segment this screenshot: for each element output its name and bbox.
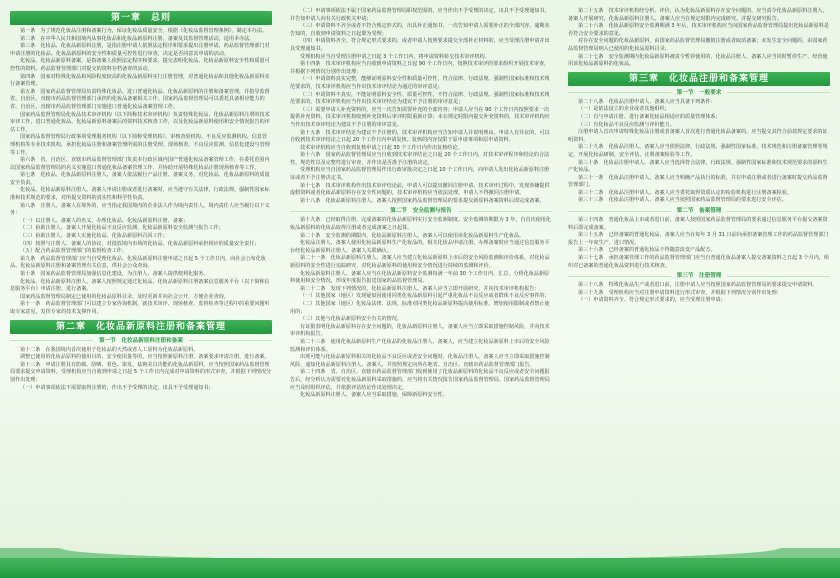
column-right-body-c: [568, 217, 830, 270]
paragraph: 化妆品新原料注册人、备案人应当采取措施，保障新原料安全性。: [300, 392, 448, 399]
chapter-3-section-1-title: 第一节 一般要求: [676, 89, 722, 96]
paragraph: 第八条 注册人、备案人在境外的，应当指定我国境内的企业法人作为境内责任人。境内责任人应当履行以下义务：: [10, 202, 270, 217]
paragraph: 第三十条 化妆品注册申请人、备案人应当选择符合法律、行政法规、强制性国家标准和技术规范要求的原料生产化妆品。: [568, 159, 828, 174]
paragraph: 第二十七条 安全监测期内化妆品新原料被责令暂停使用的，化妆品注册人、备案人应当同时暂停生产、经营使用该化妆品新原料的化妆品。: [568, 53, 828, 68]
paragraph: 第十八条 化妆品新原料注册人、备案人按照国家药品监督管理局的要求提交新原料备案资料后即完成备案。: [300, 197, 545, 204]
column-middle-body-b: [290, 217, 552, 399]
divider: [568, 211, 671, 212]
paragraph: 第三十一条 化妆品注册申请人、备案人应当明确产品执行的标准，并在申请注册或者进行备案时提交药品监督管理部门。: [568, 174, 828, 189]
paragraph: 第十五条 技术审评结论为建议不予注册的，技术审评机构应当告知申请人并说明理由。申请人有异议的，可以自收到技术审评结论之日起 20 个工作日内申请复核。复核的内容仅限于原申请事项和原申请资料。: [290, 129, 550, 144]
divider: [568, 276, 671, 277]
bottom-decoration-band: [0, 558, 840, 578]
chapter-2-section-2-title: 第二节 安全监测与报告: [390, 208, 452, 215]
paragraph: 第二十八条 化妆品注册申请人、备案人应当具备下列条件：: [578, 98, 716, 105]
paragraph: 第三十七条 承担备案管理工作的药品监督管理部门应当自普通化妆品备案人提交备案资料之日起 3 个月内，组织对已备案的普通化妆品资料进行技术核查。: [568, 255, 829, 269]
chapter-3-title: 第三章 化妆品注册和备案管理: [568, 72, 830, 86]
paragraph: 第六条 省、自治区、直辖市药品监督管理部门负责本行政区域内国产普通化妆品备案管理工作，在委托范围内以国家药品监督管理局的名义实施进口普通化妆品备案管理工作，并协助开展特殊化妆品注册现场核查等工作。: [10, 157, 270, 171]
paragraph: 受理机构应当自国家药品监督管理局作出行政审批决定之日起 10 个工作日内，向申请人发出化妆品新原料注册证或者不予注册决定书。: [290, 167, 550, 182]
paragraph: 第三十四条 普通化妆品上市或者进口前，备案人按照国家药品监督管理局的要求通过信息服务平台提交备案资料后即完成备案。: [568, 217, 828, 231]
paragraph: 第九条 药品监督管理部门应当自受理化妆品、化妆品新原料注册申请之日起 5 个工作日内，向社会公布化妆品、化妆品新原料注册和备案管理有关信息，供社会公众查询。: [10, 255, 266, 270]
paragraph: 第二十六条 化妆品新原料安全监测期满 3 年后，技术审评机构应当向国家药品监督管理局提出化妆品新原料是否符合安全要求的意见。: [568, 23, 829, 37]
paragraph: 第三十三条 化妆品注册申请人、备案人应当按照国家药品监督管理局的要求进行安全评估。: [578, 197, 787, 204]
section-heading-row: [568, 272, 830, 280]
chapter-2-body: [10, 347, 272, 393]
paragraph: （一）以注册人、备案人的名义，办理化妆品、化妆品新原料注册、备案；: [20, 217, 189, 224]
divider: [290, 211, 384, 212]
paragraph: （一）其他国家（地区）发现疑似因使用同类化妆品新原料引起严重化妆品不良反应或者群体不良反应事件的；: [300, 293, 550, 300]
divider: [458, 211, 552, 212]
column-right-body-b: [568, 99, 830, 205]
paragraph: 技术审评机构应当自收到复核申请之日起 30 个工作日内作出复核结论。: [300, 144, 463, 151]
column-right: [568, 8, 830, 305]
paragraph: （五）配合药品监督管理部门的监督检查工作。: [20, 248, 127, 255]
paragraph: （二）协助注册人、备案人开展化妆品不良反应监测、化妆品新原料安全监测与报告工作；: [20, 225, 224, 232]
paragraph: 化妆品、化妆品新原料注册人、备案人申请注册或者进行备案时，应当遵守有关法律、行政法规、强制性国家标准和技术规范的要求，对所提交资料的真实性和科学性负责。: [10, 187, 270, 202]
chapter-1-title: 第一章 总则: [10, 11, 272, 25]
paragraph: （四）按照与注册人、备案人的协议，对投放境内市场的化妆品、化妆品新原料承担相应的质量安全责任；: [20, 240, 260, 247]
paragraph: （二）其他国家（地区）化妆品法律、法规、标准对同类化妆品新原料提高使用标准、增加使用限制或者禁止使用的；: [290, 300, 550, 315]
paragraph: （二）申请事项依法不属于国家药品监督管理局职权范围的，应当作出不予受理的决定，出具不予受理通知书，并告知申请人向有关行政机关申请；: [290, 8, 550, 22]
paragraph: 第二十四条 省、自治区、直辖市药品监督管理部门收到使用了化妆品新原料的化妆品不良反应或者安全问题报告后，经分析认为需要对化妆品新原料采取措施的，应当将有关情况报告国家药品监督管理局。国家药品监督管理局应当及时组织评估，并依据评估结论作出处理决定。: [290, 369, 550, 391]
column-left: [10, 8, 272, 392]
paragraph: （三）有化妆品不良反应监测与评价能力。: [578, 121, 675, 128]
paragraph: 第十三条 申请注册具有防腐、防晒、着色、染发、祛斑美白功能的化妆品新原料，应当按照国家药品监督管理局要求提交申请资料。受理机构应当自收到申请之日起 5 个工作日内完成对申请资料的形式审查，并根据下列情况分别作出处理：: [10, 361, 272, 383]
paragraph: 第三十六条 已经备案的普通化妆品不得随意改变产品配方。: [578, 247, 716, 254]
divider: [727, 92, 830, 93]
paragraph: 化妆品注册人、备案人使用化妆品新原料生产化妆品的，相关化妆品申请注册、办理备案时应当通过信息服务平台经化妆品新原料注册人、备案人关联确认。: [290, 240, 550, 254]
paragraph: （二）有与申请注册、进行备案化妆品相适应的质量管理体系；: [578, 113, 721, 120]
paragraph: 第三十九条 受理机构应当对注册申请资料进行形式审查，并根据下列情况分别作出处理：: [578, 289, 782, 296]
paragraph: 第二条 在中华人民共和国境内从事化妆品和化妆品新原料注册、备案及其监督管理活动，适用本办法。: [20, 35, 255, 42]
paragraph: 化妆品新原料注册人、备案人应当在化妆品新原料安全监测每满一年前 30 个工作日内，汇总、分析化妆品新原料使用和安全情况，形成年度报告报送国家药品监督管理局。: [290, 270, 550, 285]
chapter-2-section-1-title: 第一节 化妆品新原料注册和备案: [99, 337, 183, 344]
paragraph: 国家药品监督管理局化妆品技术审评机构（以下简称技术审评机构）负责特殊化妆品、化妆品新原料注册的技术审评工作，进口普通化妆品、化妆品新原料备案后的资料技术核查工作，以及化妆品新原料使用和安全情况报告的评估工作。: [10, 111, 270, 133]
paragraph: （二）申请资料不真实，不能证明原料安全性、质量可控性，不符合法律、行政法规、强制性国家标准和技术规范要求的，技术审评机构应当作出技术审评结论为建议不予注册的审评意见；: [290, 91, 550, 106]
column-middle: [290, 8, 552, 400]
paragraph: 第四条 国家对特殊化妆品和风险程度较高的化妆品新原料实行注册管理，对普通化妆品和其他化妆品新原料实行备案管理。: [10, 73, 270, 88]
column-right-body-d: [568, 282, 830, 305]
chapter-1-body: [10, 28, 272, 317]
paragraph: 第七条 化妆品、化妆品新原料注册人、备案人依法履行产品注册、备案义务，对化妆品、化妆品新原料的质量安全负责。: [10, 172, 270, 186]
paragraph: 第十条 国家药品监督管理局加强信息化建设，为注册人、备案人提供便利化服务。: [20, 271, 209, 277]
paragraph: 第十六条 国家药品监督管理局应当自收到技术审评结论之日起 20 个工作日内，对技术审评程序和结论的合法性、规范性以及完整性进行审查，并作出是否准予注册的决定。: [290, 152, 550, 166]
section-heading-row: [290, 207, 552, 215]
section-heading-row: [568, 89, 830, 97]
paragraph: 第三条 化妆品、化妆品新原料注册，是指注册申请人依照法定程序和要求提出注册申请，药品监督管理部门对申请注册的化妆品、化妆品新原料的安全性和质量可控性进行审查，决定是否同意其申请的活动。: [10, 43, 270, 57]
paragraph: 第三十八条 特殊化妆品生产或者进口前，注册申请人应当按照国家药品监督管理局的要求提交申请资料。: [578, 282, 818, 289]
paragraph: 化妆品、化妆品新原料注册人、备案人按照规定通过化妆品、化妆品新原料注册备案信息服务平台（以下简称信息服务平台）申请注册、进行备案。: [10, 278, 270, 293]
paragraph: （三）协助注册人、备案人实施化妆品、化妆品新原料召回工作；: [20, 233, 168, 240]
paragraph: 第二十二条 发现下列情况的，化妆品新原料注册人、备案人应当立即开展研究，并向技术审评机构报告：: [300, 285, 540, 292]
divider: [189, 340, 272, 341]
column-middle-body-a: [290, 8, 552, 205]
paragraph: 化妆品、化妆品新原料备案，是指备案人依照法定程序和要求，提交表明化妆品、化妆品新原料安全性和质量可控性的资料，药品监督管理部门对提交的资料存档备查的活动。: [10, 58, 270, 72]
paragraph: （一）申请资料齐全、符合规定形式要求的，应当受理注册申请；: [578, 297, 726, 304]
paragraph: 第二十九条 化妆品注册人、备案人应当依照法律、行政法规、强制性国家标准、技术规范和注册备案管理等规定，开展化妆品研制、安全评估、注册备案检验等工作。: [568, 144, 828, 158]
divider: [727, 276, 830, 277]
paragraph: 受理机构应当自受理注册申请之日起 3 个工作日内，将申请资料转交技术审评机构。: [300, 53, 490, 60]
paragraph: （三）其他与化妆品新原料安全有关的情况。: [300, 316, 402, 323]
paragraph: 国家药品监督管理局行政事项受理服务机构（以下简称受理机构）、审核查验机构、不良反应监测机构、信息管理机构等专业技术机构，承担化妆品注册和备案管理所需的注册受理、现场核查、不良反应监测、信息化建设与管理等工作。: [10, 134, 270, 156]
paragraph: 有证据表明化妆品新原料存在安全问题的，化妆品新原料注册人、备案人应当立即采取措施控制风险，并向技术审评机构报告。: [290, 323, 550, 338]
paragraph: 第二十三条 使用化妆品新原料生产化妆品的化妆品注册人、备案人，应当建立化妆品新原料上市后的安全风险监测和评价体系。: [290, 338, 550, 353]
paragraph: 出现可能与化妆品新原料相关的化妆品不良反应或者安全问题时，化妆品注册人、备案人应当立即采取措施控制风险，通知化妆品新原料注册人、备案人，并按照规定向所在地省、自治区、直辖市药品监督管理部门报告。: [290, 354, 550, 368]
paragraph: （三）需要申请人补充资料的，应当一次告知需要补充的全部内容；申请人应当在 90 个工作日内按照要求一次提供补充资料，技术审评机构收到补充资料后审评时限重新计算；未在规定时限内提交补充资料的，技术审评机构应当作出技术审评结论为建议不予注册的审评意见。: [290, 106, 550, 128]
column-right-body-a: [568, 8, 830, 69]
paragraph: 第二十一条 化妆品新原料注册人、备案人应当建立化妆品新原料上市后的安全风险监测和评价体系，对化妆品新原料的安全性进行追踪研究，对化妆品新原料的使用和安全情况进行持续的监测和评价。: [290, 255, 550, 269]
section-heading-row: [10, 337, 272, 345]
paragraph: 第三十二条 化妆品注册申请人、备案人应当委托取得资质认定的检验机构进行注册备案检验。: [578, 189, 792, 196]
divider: [10, 340, 93, 341]
paragraph: 第二十条 安全监测的期限内，化妆品新原料注册人、备案人可以使用该化妆品新原料生产化妆品。: [300, 232, 525, 239]
paragraph: 国家药品监督管理局制定已使用的化妆品原料目录，及时更新并向社会公开，方便企业查询。: [20, 293, 229, 300]
section-heading-row: [568, 207, 830, 215]
paragraph: 调整已使用的化妆品原料的使用目的、安全使用量等的，应当按照新原料注册、备案要求申请注册、进行备案。: [20, 354, 270, 361]
paragraph: （一）申请资料真实完整，能够证明原料安全性和质量可控性，符合法律、行政法规、强制性国家标准和技术规范要求的，技术审评机构应当作出技术审评结论为通过的审评意见；: [290, 76, 550, 90]
paragraph: 第五条 国家药品监督管理局负责特殊化妆品、进口普通化妆品、化妆品新原料的注册和备案管理，并指导监督省、自治区、直辖市药品监督管理部门承担的化妆品备案相关工作。国家药品监督管理局可以委托具备相应能力的省、自治区、直辖市药品监督管理部门实施进口普通化妆品备案管理工作。: [10, 88, 270, 110]
divider: [568, 92, 671, 93]
paragraph: （一）是依法设立的企业或者其他组织；: [578, 106, 670, 113]
paragraph: 第十四条 技术审评机构应当自收到申请资料之日起 90 个工作日内，按照技术审评的要求组织开展技术审查，并根据下列情况分别作出处理：: [290, 61, 550, 75]
paragraph: 第三十五条 已经备案的普通化妆品，备案人应当在每年 3 月 31 日前向承担备案管理工作的药品监督管理部门报告上一年度生产、进口情况。: [568, 232, 829, 246]
paragraph: 第十一条 药品监督管理部门可以建立专家咨询机制，就技术审评、现场核查、监督检查等过程中的重要问题听取专家意见，发挥专家的技术支撑作用。: [10, 301, 270, 315]
chapter-2-title: 第二章 化妆品新原料注册和备案管理: [10, 320, 272, 334]
paragraph: 第二十五条 技术审评机构经分析、评价，认为化妆品新原料存在安全问题的，应当责令化妆品新原料注册人、备案人开展研究，化妆品新原料注册人、备案人应当在规定时限内完成研究，并提交研究报告。: [568, 8, 828, 22]
paragraph: （一）申请事项依法不需要取得注册的，作出不予受理的决定，出具不予受理通知书；: [20, 384, 214, 391]
paragraph: 第十七条 技术审评机构作出技术审评结论前，申请人可以提出撤回注册申请。技术审评过程中，发现涉嫌提供虚假资料或者化妆品新原料存在安全性问题的，技术审评机构应当依法处理，申请人不得撤回注册申请。: [290, 182, 550, 197]
paragraph: （三）申请资料不齐全或者不符合规定形式的，出具补正通知书，一次告知申请人需要补正的全部内容，逾期未告知的，自收到申请资料之日起即为受理；: [290, 23, 550, 37]
paragraph: 注册申请人首次申请特殊化妆品注册或者备案人首次进行普通化妆品备案的，应当提交其符合前款规定要求的证明资料。: [568, 129, 828, 143]
divider: [727, 211, 830, 212]
paragraph: 第十九条 已经取得注册、完成备案的化妆品新原料实行安全监测制度。安全监测的期限为 3 年，自首次使用化妆品新原料的化妆品取得注册或者完成备案之日起算。: [290, 217, 551, 232]
chapter-3-section-2-title: 第二节 备案管理: [676, 208, 722, 215]
paragraph: 第一条 为了规范化妆品注册和备案行为，保证化妆品质量安全，根据《化妆品监督管理条例》，制定本办法。: [20, 28, 268, 34]
paragraph: 对存在安全问题的化妆品新原料，由国家药品监督管理局撤销注册或者取消备案；未发生安全问题的，由国家药品监督管理局纳入已使用的化妆品原料目录。: [568, 38, 828, 52]
paragraph: （四）申请资料齐全、符合规定形式要求的，或者申请人按照要求提交全部补正材料的，应当受理注册申请并出具受理通知书。: [290, 38, 550, 52]
chapter-3-section-3-title: 第三节 注册管理: [676, 273, 722, 280]
paragraph: 第十二条 在我国境内首次使用于化妆品的天然或者人工原料为化妆品新原料。: [20, 346, 199, 353]
